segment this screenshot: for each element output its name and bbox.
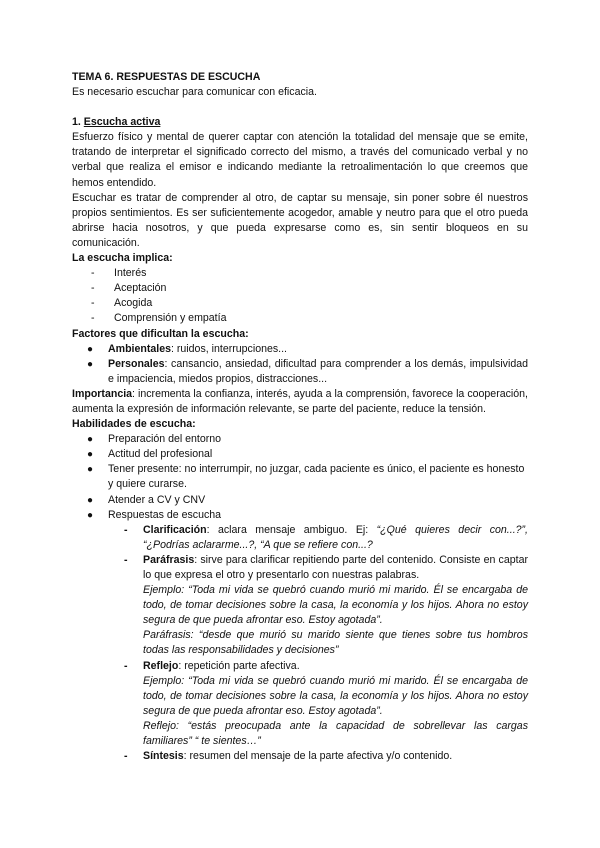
- document-content: [72, 70, 528, 764]
- habilidades-heading: Habilidades de escucha:: [72, 418, 196, 431]
- example-response: Paráfrasis: “desde que murió su marido siente que tienes sobre tus hombros todas las responsabilidades y decisiones”: [143, 629, 528, 657]
- bullet-icon: ●: [87, 434, 94, 446]
- factores-heading: Factores que dificultan la escucha:: [72, 327, 249, 340]
- bullet-icon: ●: [87, 464, 94, 476]
- list-item: - Aceptación: [91, 282, 167, 295]
- list-item: - Acogida: [91, 297, 153, 310]
- implica-heading: La escucha implica:: [72, 252, 173, 265]
- section-heading: [72, 115, 528, 130]
- bullet-icon: ●: [87, 509, 94, 521]
- respuesta-sintesis: - Síntesis: resumen del mensaje de la parte afectiva y/o contenido.: [124, 750, 453, 763]
- implica-list: [72, 266, 528, 326]
- section-title: Escucha activa: [83, 116, 161, 129]
- intro-text: Es necesario escuchar para comunicar con eficacia.: [72, 86, 317, 99]
- list-item: ● Ambientales: ruidos, interrupciones...: [72, 342, 528, 357]
- document-title: TEMA 6. RESPUESTAS DE ESCUCHA: [72, 71, 261, 83]
- list-item: ● Tener presente: no interrumpir, no juzgar, cada paciente es único, el paciente es honesto y quiere curarse.: [87, 463, 525, 491]
- list-item: ● Respuestas de escucha: [72, 508, 528, 523]
- bullet-icon: ●: [87, 449, 94, 461]
- paragraph-definition: Esfuerzo físico y mental de querer captar con atención la totalidad del mensaje que se emite, tratando de interpretar el significado correcto del mismo, a través del comunicado verbal y no verbal que realiza el emisor e indicando mediante la retroalimentación lo que creemos que hemos entendido.: [72, 131, 528, 189]
- respuesta-clarificacion: - Clarificación: aclara mensaje ambiguo. Ej: “¿Qué quieres decir con...?”, “¿Podrías aclararme...?, “A que se refiere con...?: [124, 523, 528, 551]
- importancia-paragraph: Importancia: incrementa la confianza, interés, ayuda a la comprensión, favorece la cooperación, aumenta la expresión de información relevante, se parte del paciente, reduce la tensión.: [72, 387, 528, 415]
- bullet-icon: ●: [87, 358, 94, 370]
- list-item: ● Personales: cansancio, ansiedad, dificultad para comprender a los demás, impulsividad e impaciencia, miedos propios, distracciones...: [87, 357, 528, 385]
- example-text: Ejemplo: “Toda mi vida se quebró cuando murió mi marido. Él se encargaba de todo, de tomar decisiones sobre la casa, la economía y los hijos. Ahora no estoy segura de que pueda afrontar eso. Estoy agotada”.: [143, 674, 528, 717]
- example-response: Reflejo: “estás preocupada ante la capacidad de sobrellevar las cargas familiares” “ te sientes…”: [143, 719, 528, 748]
- list-item: ● Preparación del entorno: [72, 432, 528, 447]
- factores-list: [72, 342, 528, 387]
- bullet-icon: ●: [87, 494, 94, 506]
- bullet-icon: ●: [87, 343, 94, 355]
- respuesta-reflejo: - Reflejo: repetición parte afectiva. Ejemplo: “Toda mi vida se quebró cuando murió mi marido. Él se encargaba de todo, de tomar decisiones sobre la casa, la economía y los hijos. Ahora no estoy segura de que pueda afrontar eso. Estoy agotada”. Reflejo: “estás preocupada ante la capacidad de sobrellevar las cargas familiares” “ te sientes…”: [72, 659, 528, 750]
- section-number: 1.: [72, 116, 81, 129]
- list-item: ● Actitud del profesional: [72, 447, 528, 462]
- example-text: Ejemplo: “Toda mi vida se quebró cuando murió mi marido. Él se encargaba de todo, de tomar decisiones sobre la casa, la economía y los hijos. Ahora no estoy segura de que pueda afrontar eso. Estoy agotada”.: [143, 584, 528, 627]
- list-item: ● Atender a CV y CNV: [72, 493, 528, 508]
- paragraph-comprender: Escuchar es tratar de comprender al otro, de captar su mensaje, sin poner sobre él nuestros propios sentimientos. Es ser suficientemente acogedor, amable y neutro para que el otro pueda abrirse hacia nosotros, y que pueda expresarse como es, sin sentir bloqueos en su comunicación.: [72, 191, 528, 249]
- habilidades-list: [72, 432, 528, 523]
- list-item: - Interés: [91, 267, 147, 280]
- respuestas-list: [72, 523, 528, 765]
- list-item: - Comprensión y empatía: [91, 312, 227, 325]
- respuesta-parafrasis: - Paráfrasis: sirve para clarificar repitiendo parte del contenido. Consiste en captar lo que expresa el otro y presentarlo con nuestras palabras. Ejemplo: “Toda mi vida se quebró cuando murió mi marido. Él se encargaba de todo, de tomar decisiones sobre la casa, la economía y los hijos. Ahora no estoy segura de que pueda afrontar eso. Estoy agotada”. Paráfrasis: “desde que murió su marido siente que tienes sobre tus hombros todas las responsabilidades y decisiones”: [72, 553, 528, 659]
